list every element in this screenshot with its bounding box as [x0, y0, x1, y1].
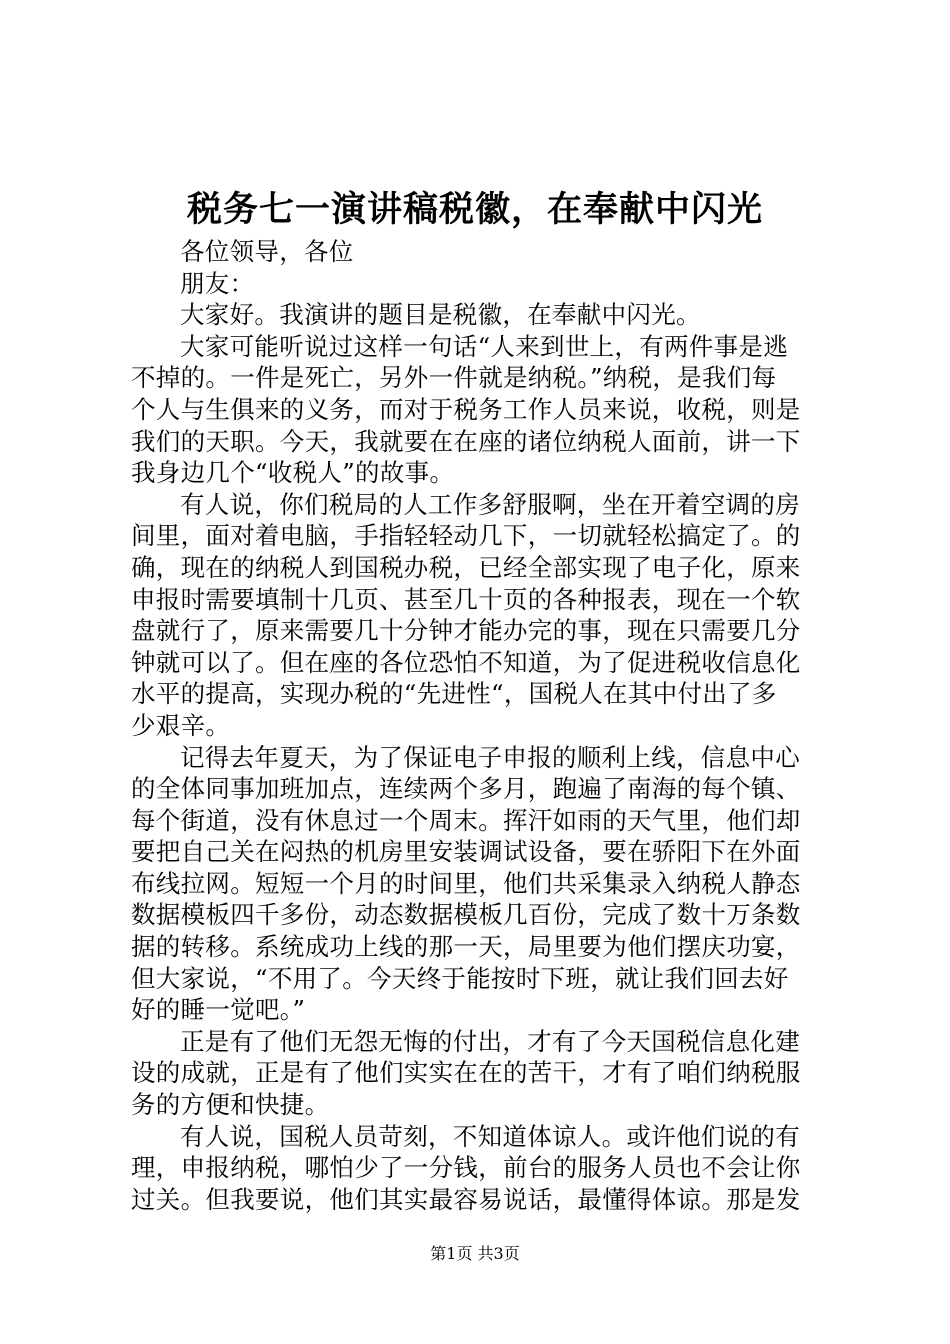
text-line: 正是有了他们无怨无悔的付出，才有了今天国税信息化建	[180, 1026, 800, 1056]
text-line: 过关。但我要说，他们其实最容易说话，最懂得体谅。那是发	[131, 1184, 801, 1214]
text-line: 盘就行了，原来需要几十分钟才能办完的事，现在只需要几分	[131, 616, 801, 646]
text-line: 钟就可以了。但在座的各位恐怕不知道，为了促进税收信息化	[131, 647, 801, 677]
text-line: 不掉的。一件是死亡，另外一件就是纳税。”纳税，是我们每	[131, 363, 777, 393]
text-line: 理，申报纳税，哪怕少了一分钱，前台的服务人员也不会让你	[131, 1153, 801, 1183]
text-line: 据的转移。系统成功上线的那一天，局里要为他们摆庆功宴，	[131, 932, 801, 962]
text-line: 有人说，你们税局的人工作多舒服啊，坐在开着空调的房	[180, 489, 800, 519]
text-line: 大家可能听说过这样一句话“人来到世上，有两件事是逃	[180, 331, 789, 361]
text-line: 每个街道，没有休息过一个周末。挥汗如雨的天气里，他们却	[131, 805, 801, 835]
text-line: 布线拉网。短短一个月的时间里，他们共采集录入纳税人静态	[131, 868, 801, 898]
text-line: 的全体同事加班加点，连续两个多月，跑遍了南海的每个镇、	[131, 774, 801, 804]
text-line: 朋友：	[180, 268, 255, 298]
text-line: 但大家说，“不用了。今天终于能按时下班，就让我们回去好	[131, 963, 789, 993]
text-line: 要把自己关在闷热的机房里安装调试设备，要在骄阳下在外面	[131, 837, 801, 867]
text-line: 好的睡一觉吧。”	[131, 995, 306, 1025]
document-body	[131, 236, 831, 1215]
text-line: 务的方便和快捷。	[131, 1090, 330, 1120]
document-title: 税务七一演讲稿税徽，在奉献中闪光	[186, 189, 763, 230]
text-line: 个人与生俱来的义务，而对于税务工作人员来说，收税，则是	[131, 394, 801, 424]
text-line: 间里，面对着电脑，手指轻轻动几下，一切就轻松搞定了。的	[131, 521, 801, 551]
text-line: 水平的提高，实现办税的“先进性“，国税人在其中付出了多	[131, 679, 777, 709]
text-line: 少艰辛。	[131, 710, 231, 740]
text-line: 我们的天职。今天，我就要在在座的诸位纳税人面前，讲一下	[131, 426, 801, 456]
text-line: 申报时需要填制十几页、甚至几十页的各种报表，现在一个软	[131, 584, 801, 614]
text-line: 数据模板四千多份，动态数据模板几百份，完成了数十万条数	[131, 900, 801, 930]
text-line: 有人说，国税人员苛刻，不知道体谅人。或许他们说的有	[180, 1121, 800, 1151]
text-line: 确，现在的纳税人到国税办税，已经全部实现了电子化，原来	[131, 552, 801, 582]
page-footer: 第1页 共3页	[430, 1244, 520, 1263]
text-line: 我身边几个“收税人”的故事。	[131, 458, 455, 488]
text-line: 记得去年夏天，为了保证电子申报的顺利上线，信息中心	[180, 742, 800, 772]
text-line: 大家好。我演讲的题目是税徽，在奉献中闪光。	[180, 300, 701, 330]
text-line: 设的成就，正是有了他们实实在在的苦干，才有了咱们纳税服	[131, 1058, 801, 1088]
text-line: 各位领导，各位	[180, 237, 354, 266]
